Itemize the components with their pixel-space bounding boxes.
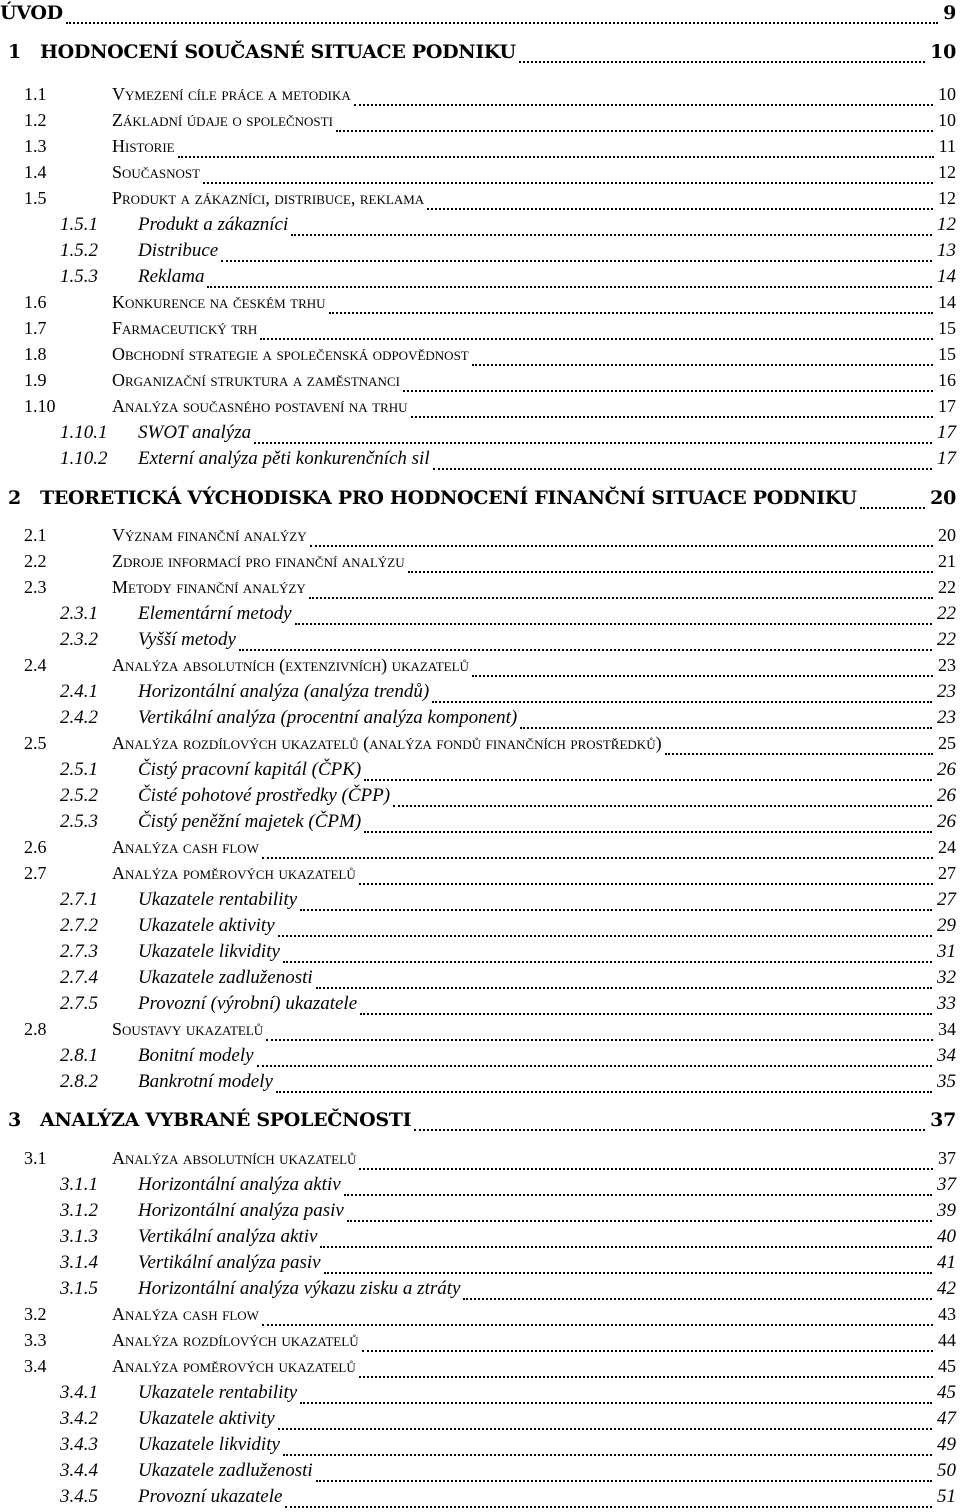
toc-entry[interactable] [0,1174,960,1200]
toc-entry[interactable] [0,136,960,162]
toc-entry[interactable] [0,733,960,759]
toc-entry[interactable] [0,655,960,681]
toc-entry-number: 3.4.2 [60,1408,98,1429]
toc-entry-page: 35 [934,1071,956,1093]
toc-entry-title: Historie [112,136,178,157]
toc-entry[interactable] [0,603,960,629]
toc-entry-title: Ukazatele likvidity [138,1434,283,1456]
toc-entry-page: 45 [934,1382,956,1404]
toc-entry-page: 22 [935,577,956,598]
toc-entry-title: Čistý peněžní majetek (ČPM) [138,811,364,833]
toc-entry-number: 1.6 [24,292,47,312]
toc-entry[interactable] [0,577,960,603]
toc-entry-page: 31 [934,941,956,963]
toc-entry[interactable] [0,396,960,422]
toc-dot-leader [393,805,932,807]
toc-entry-page: 10 [935,84,956,105]
toc-entry-title: Analýza rozdílových ukazatelů [112,1330,362,1351]
toc-entry-title: Analýza cash flow [112,1304,262,1325]
toc-entry-page: 20 [935,525,956,546]
toc-dot-leader [414,1129,925,1131]
toc-dot-leader [295,623,932,625]
toc-entry-page: 27 [935,863,956,884]
toc-entry-number: 2.5.2 [60,785,98,806]
toc-entry-title: Analýza absolutních ukazatelů [112,1148,359,1169]
toc-entry[interactable] [0,759,960,785]
toc-entry-title: Ukazatele rentability [138,1382,300,1404]
toc-entry-title: Ukazatele zadluženosti [138,1460,316,1482]
toc-entry-number: 2 [8,487,21,509]
toc-entry-number: 1.5.2 [60,240,98,261]
toc-entry-number: 2.7.5 [60,993,98,1014]
toc-entry-page: 14 [934,266,956,288]
toc-entry-page: 10 [927,41,956,63]
toc-entry-title: Bonitní modely [138,1045,257,1067]
toc-entry[interactable] [0,292,960,318]
toc-entry[interactable] [0,214,960,240]
toc-dot-leader [432,701,932,703]
toc-dot-leader [278,1428,932,1430]
toc-entry-title: Analýza absolutních (extenzivních) ukazatelů [112,655,472,676]
toc-entry[interactable] [0,1356,960,1382]
toc-entry[interactable] [0,344,960,370]
toc-dot-leader [359,1168,933,1170]
toc-dot-leader [354,104,933,106]
toc-dot-leader [329,312,933,314]
toc-entry[interactable] [0,681,960,707]
toc-dot-leader [472,675,933,677]
toc-dot-leader [239,649,932,651]
toc-entry-number: 2.7.1 [60,889,98,910]
toc-entry-title: Produkt a zákazníci [138,214,291,236]
toc-entry-page: 17 [934,422,956,444]
toc-entry[interactable] [0,1408,960,1434]
toc-entry-number: 3.4.3 [60,1434,98,1455]
toc-entry-number: 2.7 [24,863,47,883]
toc-entry-number: 2.7.4 [60,967,98,988]
toc-entry-number: 1.3 [24,136,47,156]
toc-entry-page: 15 [935,344,956,365]
toc-entry[interactable] [0,1109,960,1135]
toc-entry-number: 3.1.3 [60,1226,98,1247]
toc-entry-page: 26 [934,785,956,807]
toc-entry-number: 2.8.2 [60,1071,98,1092]
toc-entry-number: 1.10.1 [60,422,108,443]
toc-entry-title: Analýza současného postavení na trhu [112,396,411,417]
toc-entry-title: Produkt a zákazníci, distribuce, reklama [112,188,427,209]
toc-dot-leader [254,442,932,444]
toc-entry-title: Farmaceutický trh [112,318,260,339]
toc-entry[interactable] [0,525,960,551]
toc-entry-number: 1.5.3 [60,266,98,287]
toc-entry-title: Bankrotní modely [138,1071,276,1093]
toc-entry-number: 2.7.2 [60,915,98,936]
toc-entry-number: 1.5 [24,188,47,208]
toc-dot-leader [310,545,933,547]
toc-entry-number: 3.1.2 [60,1200,98,1221]
toc-entry-title: TEORETICKÁ VÝCHODISKA PRO HODNOCENÍ FINANČNÍ SITUACE PODNIKU [40,487,860,509]
toc-entry-page: 43 [935,1304,956,1325]
toc-entry-number: 3.1 [24,1148,47,1168]
toc-entry-title: Ukazatele aktivity [138,1408,278,1430]
toc-entry[interactable] [0,1045,960,1071]
toc-entry-number: 1.10 [24,396,56,416]
toc-entry[interactable] [0,941,960,967]
toc-entry[interactable] [0,811,960,837]
toc-entry[interactable] [0,551,960,577]
toc-dot-leader [359,1376,933,1378]
toc-entry-number: 1.4 [24,162,47,182]
toc-dot-leader [203,182,933,184]
toc-entry[interactable] [0,448,960,474]
toc-dot-leader [324,1272,932,1274]
toc-entry-page: 14 [935,292,956,313]
toc-entry-title: SWOT analýza [138,422,254,444]
toc-entry-title: Ukazatele rentability [138,889,300,911]
toc-entry-title: Distribuce [138,240,221,262]
toc-entry-page: 41 [934,1252,956,1274]
toc-entry-number: 2.5.3 [60,811,98,832]
toc-entry-title: ÚVOD [0,2,66,24]
toc-entry[interactable] [0,1071,960,1097]
toc-entry[interactable] [0,889,960,915]
toc-entry-number: 2.5.1 [60,759,98,780]
toc-entry-page: 33 [934,993,956,1015]
toc-entry-number: 3 [8,1109,21,1131]
toc-entry-page: 44 [935,1330,956,1351]
toc-entry[interactable] [0,370,960,396]
toc-entry-number: 3.3 [24,1330,47,1350]
toc-dot-leader [408,571,933,573]
toc-entry-title: Zdroje informací pro finanční analýzu [112,551,408,572]
toc-entry-number: 1 [8,41,21,63]
toc-entry-number: 2.6 [24,837,47,857]
toc-entry-title: Elementární metody [138,603,295,625]
toc-entry-page: 39 [934,1200,956,1222]
toc-entry-title: ANALÝZA VYBRANÉ SPOLEČNOSTI [40,1109,414,1131]
toc-entry[interactable] [0,1200,960,1226]
toc-entry-number: 1.5.1 [60,214,98,235]
toc-entry-page: 9 [940,2,956,24]
toc-entry-number: 2.3 [24,577,47,597]
toc-entry-page: 12 [935,162,956,183]
toc-entry-number: 3.4.4 [60,1460,98,1481]
toc-dot-leader [364,831,932,833]
toc-dot-leader [403,390,933,392]
toc-entry-title: Vertikální analýza pasiv [138,1252,324,1274]
toc-entry-number: 3.2 [24,1304,47,1324]
toc-entry-page: 34 [934,1045,956,1067]
toc-dot-leader [472,364,933,366]
toc-dot-leader [291,234,932,236]
toc-dot-leader [344,1194,932,1196]
toc-entry-number: 1.2 [24,110,47,130]
toc-dot-leader [336,130,933,132]
toc-entry-page: 37 [927,1109,956,1131]
toc-entry-page: 47 [934,1408,956,1430]
toc-entry-page: 45 [935,1356,956,1377]
toc-entry-number: 1.9 [24,370,47,390]
toc-entry-title: Horizontální analýza (analýza trendů) [138,681,432,703]
toc-entry-page: 51 [934,1486,956,1508]
toc-entry[interactable] [0,240,960,266]
toc-entry-title: Význam finanční analýzy [112,525,310,546]
toc-entry[interactable] [0,1252,960,1278]
toc-entry-number: 2.5 [24,733,47,753]
toc-entry-title: Externí analýza pěti konkurenčních sil [138,448,433,470]
toc-entry[interactable] [0,1148,960,1174]
toc-dot-leader [320,1246,932,1248]
toc-entry-page: 49 [934,1434,956,1456]
toc-entry[interactable] [0,110,960,136]
toc-entry-number: 2.1 [24,525,47,545]
toc-entry-title: Reklama [138,266,207,288]
toc-entry-page: 23 [934,707,956,729]
toc-entry-page: 23 [934,681,956,703]
toc-entry-page: 15 [935,318,956,339]
toc-entry-title: Analýza rozdílových ukazatelů (analýza fondů finančních prostředků) [112,733,665,754]
toc-dot-leader [309,597,933,599]
toc-entry[interactable] [0,487,960,513]
toc-entry-title: Horizontální analýza výkazu zisku a ztráty [138,1278,463,1300]
toc-entry-number: 3.1.4 [60,1252,98,1273]
toc-entry-page: 25 [935,733,956,754]
toc-entry-number: 2.8.1 [60,1045,98,1066]
toc-entry[interactable] [0,162,960,188]
toc-entry-page: 32 [934,967,956,989]
toc-entry-page: 13 [934,240,956,262]
toc-entry-page: 17 [934,448,956,470]
toc-entry-page: 34 [935,1019,956,1040]
toc-entry-page: 29 [934,915,956,937]
toc-entry-number: 3.4.5 [60,1486,98,1507]
toc-dot-leader [207,286,932,288]
toc-entry[interactable] [0,266,960,292]
toc-dot-leader [262,857,933,859]
toc-entry[interactable] [0,707,960,733]
toc-entry[interactable] [0,993,960,1019]
toc-entry-page: 16 [935,370,956,391]
toc-entry-number: 3.4.1 [60,1382,98,1403]
toc-entry-title: Čistý pracovní kapitál (ČPK) [138,759,364,781]
toc-dot-leader [519,61,925,63]
toc-entry-page: 42 [934,1278,956,1300]
toc-entry-page: 12 [934,214,956,236]
toc-entry-title: Organizační struktura a zaměstnanci [112,370,403,391]
toc-entry-number: 2.3.2 [60,629,98,650]
toc-dot-leader [362,1350,933,1352]
toc-entry-title: Základní údaje o společnosti [112,110,336,131]
toc-entry-title: HODNOCENÍ SOUČASNÉ SITUACE PODNIKU [40,41,519,63]
toc-entry-number: 1.1 [24,84,47,104]
toc-entry-number: 2.4.2 [60,707,98,728]
toc-entry-page: 37 [934,1174,956,1196]
toc-entry-page: 37 [935,1148,956,1169]
toc-entry[interactable] [0,785,960,811]
toc-dot-leader [178,156,934,158]
toc-dot-leader [300,909,932,911]
toc-entry[interactable] [0,422,960,448]
toc-entry-title: Provozní (výrobní) ukazatele [138,993,360,1015]
toc-entry-title: Metody finanční analýzy [112,577,309,598]
toc-entry-number: 1.8 [24,344,47,364]
toc-dot-leader [262,1324,933,1326]
toc-entry-number: 2.2 [24,551,47,571]
toc-entry-title: Ukazatele likvidity [138,941,283,963]
toc-entry[interactable] [0,1278,960,1304]
toc-dot-leader [300,1402,932,1404]
toc-entry-number: 1.7 [24,318,47,338]
toc-entry[interactable] [0,915,960,941]
toc-dot-leader [221,260,932,262]
toc-entry-title: Analýza cash flow [112,837,262,858]
toc-entry-title: Analýza poměrových ukazatelů [112,863,359,884]
toc-dot-leader [364,779,932,781]
toc-entry-page: 22 [934,629,956,651]
toc-dot-leader [520,727,932,729]
toc-entry-page: 27 [934,889,956,911]
toc-entry-title: Vertikální analýza aktiv [138,1226,320,1248]
toc-dot-leader [285,1506,932,1508]
toc-dot-leader [66,22,938,24]
toc-dot-leader [433,468,932,470]
toc-entry-title: Čisté pohotové prostředky (ČPP) [138,785,393,807]
toc-dot-leader [360,1013,932,1015]
toc-entry-title: Horizontální analýza pasiv [138,1200,347,1222]
toc-entry-page: 10 [935,110,956,131]
toc-entry[interactable] [0,1382,960,1408]
toc-entry-page: 21 [935,551,956,572]
toc-entry[interactable] [0,837,960,863]
toc-entry-title: Konkurence na českém trhu [112,292,329,313]
toc-entry[interactable] [0,1486,960,1512]
toc-dot-leader [463,1298,932,1300]
toc-entry-page: 12 [935,188,956,209]
toc-dot-leader [283,961,932,963]
toc-entry-page: 11 [936,136,956,157]
toc-entry[interactable] [0,1226,960,1252]
toc-entry-title: Horizontální analýza aktiv [138,1174,344,1196]
toc-dot-leader [276,1091,932,1093]
toc-entry-number: 2.4.1 [60,681,98,702]
toc-entry-title: Ukazatele aktivity [138,915,278,937]
toc-entry[interactable] [0,2,960,28]
toc-entry[interactable] [0,863,960,889]
toc-entry-number: 3.1.5 [60,1278,98,1299]
toc-dot-leader [411,416,933,418]
toc-entry-page: 40 [934,1226,956,1248]
toc-entry-number: 2.3.1 [60,603,98,624]
toc-dot-leader [266,1039,933,1041]
toc-entry[interactable] [0,318,960,344]
toc-entry-number: 2.4 [24,655,47,675]
toc-entry[interactable] [0,41,960,67]
toc-entry-number: 2.8 [24,1019,47,1039]
toc-entry-title: Obchodní strategie a společenská odpovědnost [112,344,472,365]
toc-entry-title: Provozní ukazatele [138,1486,285,1508]
toc-entry-page: 20 [927,487,956,509]
toc-entry-page: 50 [934,1460,956,1482]
toc-entry-number: 3.4 [24,1356,47,1376]
toc-entry-page: 22 [934,603,956,625]
toc-entry[interactable] [0,629,960,655]
toc-entry[interactable] [0,1304,960,1330]
toc-entry-title: Analýza poměrových ukazatelů [112,1356,359,1377]
toc-dot-leader [278,935,932,937]
toc-entry[interactable] [0,1434,960,1460]
toc-dot-leader [427,208,933,210]
toc-entry-page: 23 [935,655,956,676]
toc-entry[interactable] [0,1330,960,1356]
toc-entry-title: Vyšší metody [138,629,239,651]
toc-entry-number: 3.1.1 [60,1174,98,1195]
toc-entry-page: 24 [935,837,956,858]
toc-entry-title: Vymezení cíle práce a metodika [112,84,354,105]
toc-entry-page: 17 [935,396,956,417]
toc-entry-page: 26 [934,811,956,833]
toc-entry-title: Soustavy ukazatelů [112,1019,266,1040]
toc-dot-leader [665,753,933,755]
toc-dot-leader [347,1220,932,1222]
toc-entry-number: 1.10.2 [60,448,108,469]
toc-dot-leader [260,338,933,340]
toc-dot-leader [316,1480,932,1482]
toc-dot-leader [316,987,932,989]
toc-entry[interactable] [0,967,960,993]
toc-dot-leader [359,883,933,885]
toc-dot-leader [257,1065,932,1067]
toc-entry-number: 2.7.3 [60,941,98,962]
toc-entry[interactable] [0,1019,960,1045]
toc-entry-page: 26 [934,759,956,781]
toc-entry[interactable] [0,84,960,110]
toc-entry[interactable] [0,1460,960,1486]
toc-entry-title: Současnost [112,162,203,183]
toc-dot-leader [860,507,925,509]
toc-entry-title: Ukazatele zadluženosti [138,967,316,989]
toc-entry-title: Vertikální analýza (procentní analýza komponent) [138,707,520,729]
toc-dot-leader [283,1454,932,1456]
toc-entry[interactable] [0,188,960,214]
